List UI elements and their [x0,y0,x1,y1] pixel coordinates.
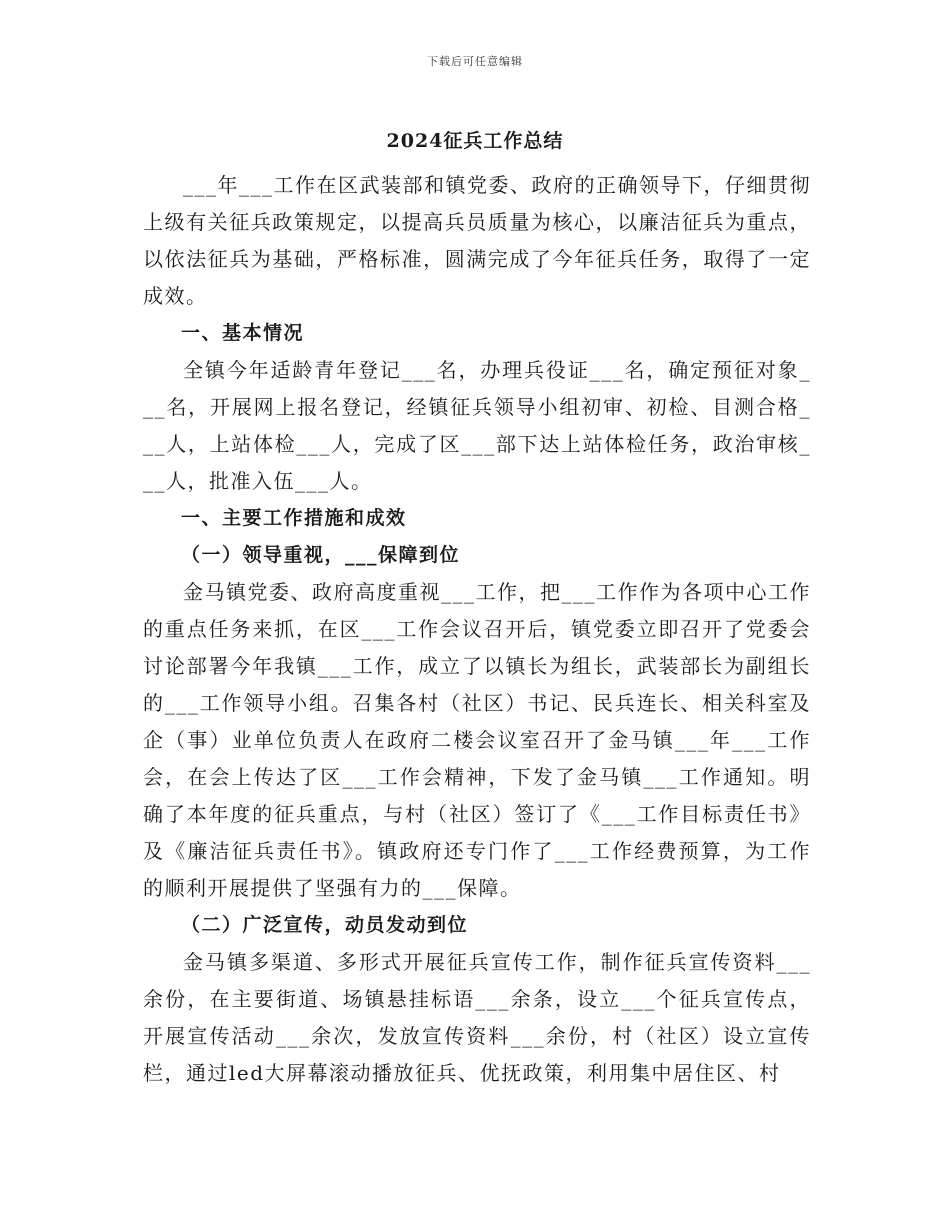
header-note: 下载后可任意编辑 [427,55,523,68]
leadership-paragraph: 金马镇党委、政府高度重视___工作，把___工作作为各项中心工作的重点任务来抓，在区___工作会议召开后，镇党委立即召开了党委会讨论部署今年我镇___工作，成立了以镇长为组长，武装部长为副组长的___工作领导小组。召集各村（社区）书记、民兵连长、相关科室及企（事）业单位负责人在政府二楼会议室召开了金马镇___年___工作会，在会上传达了区___工作会精神，下发了金马镇___工作通知。明确了本年度的征兵重点，与村（社区）签订了《___工作目标责任书》及《廉洁征兵责任书》。镇政府还专门作了___工作经费预算，为工作的顺利开展提供了坚强有力的___保障。 [143,580,811,900]
subsection-heading-leadership: （一）领导重视，___保障到位 [181,544,461,566]
document-body [143,167,811,1092]
intro-paragraph: ___年___工作在区武装部和镇党委、政府的正确领导下，仔细贯彻上级有关征兵政策规定，以提高兵员质量为核心，以廉洁征兵为重点，以依法征兵为基础，严格标准，圆满完成了今年征兵任务，取得了一定成效。 [143,173,811,308]
section-heading-measures: 一、主要工作措施和成效 [181,507,407,529]
subsection-heading-publicity: （二）广泛宣传，动员发动到位 [181,914,469,936]
document-title: 2024征兵工作总结 [386,130,564,152]
publicity-paragraph: 金马镇多渠道、多形式开展征兵宣传工作，制作征兵宣传资料___余份，在主要街道、场镇悬挂标语___余条，设立___个征兵宣传点，开展宣传活动___余次，发放宣传资料___余份，村（社区）设立宣传栏，通过led大屏幕滚动播放征兵、优抚政策，利用集中居住区、村 [143,950,811,1085]
section-heading-basic: 一、基本情况 [181,322,305,344]
basic-situation-paragraph: 全镇今年适龄青年登记___名，办理兵役证___名，确定预征对象___名，开展网上报名登记，经镇征兵领导小组初审、初检、目测合格___人，上站体检___人，完成了区___部下达上站体检任务，政治审核___人，批准入伍___人。 [143,358,811,493]
